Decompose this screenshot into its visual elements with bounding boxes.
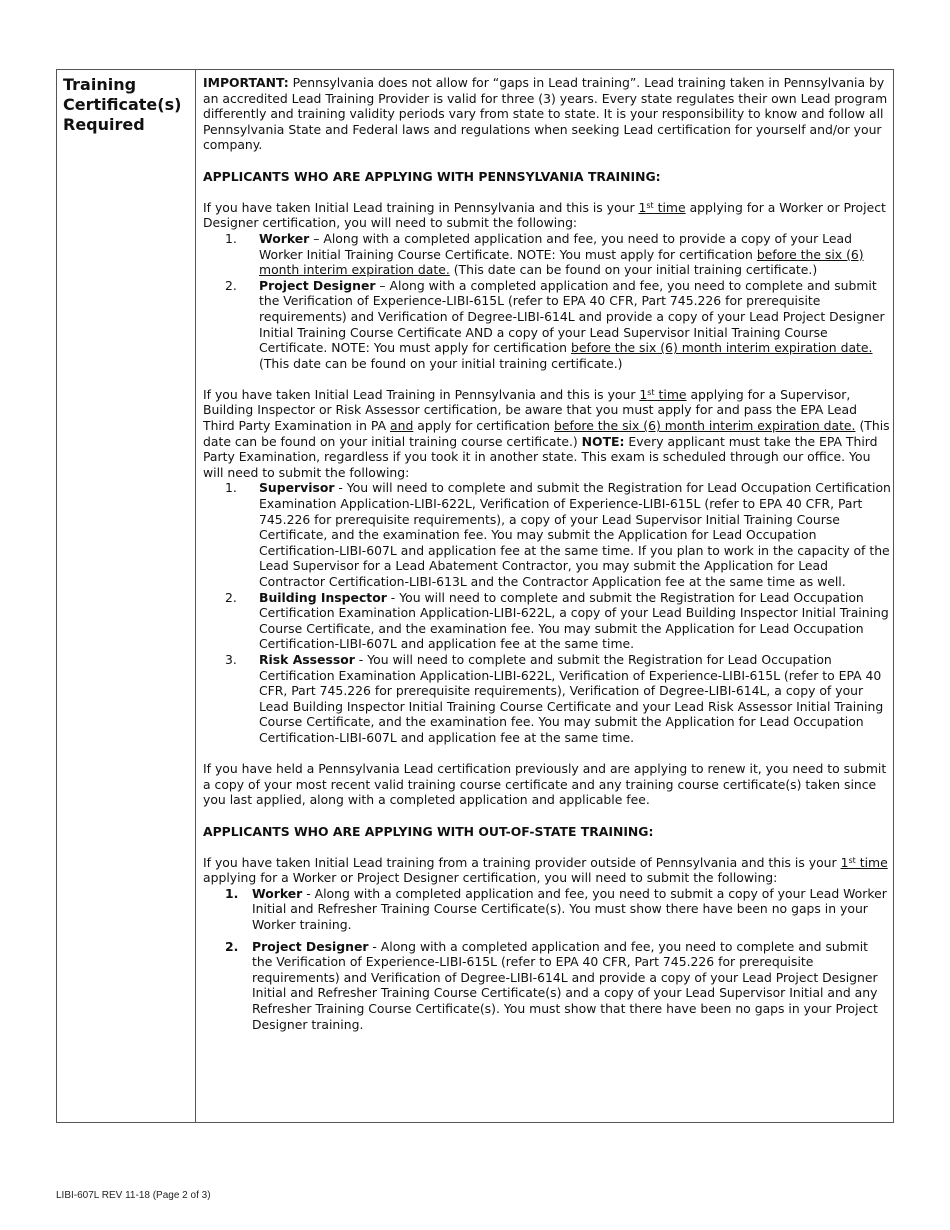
requirements-table	[56, 69, 894, 1123]
list-item: 3. Risk Assessor - You will need to complete and submit the Registration for Lead Occupation Certification Examination Application-LIBI-622L, Verification of Experience-LIBI-615L (refer to EPA 40 CFR, Part 745.226 for prerequisite requirements), Verification of Degree-LIBI-614L, a copy of your Lead Building Inspector Initial Training Course Certificate and your Lead Risk Assessor Initial Training Course Certificate, and the examination fee. You may submit the Application for Lead Occupation Certification-LIBI-607L and application fee at the same time.	[225, 651, 884, 745]
pa-intro-worker-designer: If you have taken Initial Lead training in Pennsylvania and this is your 1st time applying for a Worker or Project Designer certification, you will need to submit the following:	[203, 199, 886, 231]
pa-worker-designer-list	[203, 231, 891, 371]
out-of-state-intro: If you have taken Initial Lead training from a training provider outside of Pennsylvania and this is your 1st time applying for a Worker or Project Designer certification, you will need to submit the following:	[203, 854, 888, 886]
form-footer: LIBI-607L REV 11-18 (Page 2 of 3)	[56, 1190, 211, 1201]
out-of-state-heading: APPLICANTS WHO ARE APPLYING WITH OUT-OF-STATE TRAINING:	[203, 823, 654, 839]
content-column	[203, 75, 891, 1038]
pa-training-heading: APPLICANTS WHO ARE APPLYING WITH PENNSYLVANIA TRAINING:	[203, 168, 661, 184]
list-item: 1. Worker – Along with a completed application and fee, you need to provide a copy of your Lead Worker Initial Training Course Certificate. NOTE: You must apply for certification before the six (6) month interim expiration date. (This date can be found on your initial training certificate.)	[225, 230, 864, 278]
pa-exam-certification-list	[203, 480, 891, 745]
section-heading: Training Certificate(s) Required	[63, 75, 182, 134]
renewal-paragraph: If you have held a Pennsylvania Lead certification previously and are applying to renew it, you need to submit a copy of your most recent valid training course certificate and any training course certificate(s) taken since you last applied, along with a completed application and applicable fee.	[203, 761, 887, 808]
pa-intro-supervisor-inspector-assessor: If you have taken Initial Lead Training in Pennsylvania and this is your 1st time applying for a Supervisor, Building Inspector or Risk Assessor certification, be aware that you must apply for and pass the EPA Lead Third Party Examination in PA and apply for certification before the six (6) month interim expiration date. (This date can be found on your initial training course certificate.) NOTE: Every applicant must take the EPA Third Party Examination, regardless if you took it in another state. This exam is scheduled through our office. You will need to submit the following:	[203, 386, 890, 480]
list-item: 2. Project Designer – Along with a completed application and fee, you need to complete and submit the Verification of Experience-LIBI-615L (refer to EPA 40 CFR, Part 745.226 for prerequisite requirements) and Verification of Degree-LIBI-614L and provide a copy of your Lead Project Designer Initial Training Course Certificate AND a copy of your Lead Supervisor Initial Training Course Certificate. NOTE: You must apply for certification before the six (6) month interim expiration date. (This date can be found on your initial training certificate.)	[225, 277, 885, 371]
important-paragraph: IMPORTANT: Pennsylvania does not allow for “gaps in Lead training”. Lead training taken in Pennsylvania by an accredited Lead Training Provider is valid for three (3) years. Every state regulates their own Lead program differently and training validity periods vary from state to state. It is your responsibility to know and follow all Pennsylvania State and Federal laws and regulations when seeking Lead certification for yourself and/or your company.	[203, 75, 888, 153]
important-label: IMPORTANT:	[203, 75, 289, 90]
list-item: 1. Worker - Along with a completed application and fee, you need to submit a copy of your Lead Worker Initial and Refresher Training Course Certificate(s). You must show there have been no gaps in your Worker training.	[225, 885, 887, 933]
list-item: 1. Supervisor - You will need to complete and submit the Registration for Lead Occupation Certification Examination Application-LIBI-622L, Verification of Experience-LIBI-615L (refer to EPA 40 CFR, Part 745.226 for prerequisite requirements), a copy of your Lead Supervisor Initial Training Course Certificate, and the examination fee. You may submit the Application for Lead Occupation Certification-LIBI-607L and application fee at the same time. If you plan to work in the capacity of the Lead Supervisor for a Lead Abatement Contractor, you may submit the Application for Lead Contractor Certification-LIBI-613L and the Contractor Application fee at the same time as well.	[225, 480, 891, 589]
label-column	[57, 70, 196, 1122]
list-item: 2. Project Designer - Along with a completed application and fee, you need to complete and submit the Verification of Experience-LIBI-615L (refer to EPA 40 CFR, Part 745.226 for prerequisite requirements) and Verification of Degree-LIBI-614L and provide a copy of your Lead Project Designer Initial and Refresher Training Course Certificate(s) and a copy of your Lead Supervisor Initial and any Refresher Training Course Certificate(s). You must show that there have been no gaps in your Project Designer training.	[225, 938, 878, 1032]
list-item: 2. Building Inspector - You will need to complete and submit the Registration for Lead Occupation Certification Examination Application-LIBI-622L, a copy of your Lead Building Inspector Initial Training Course Certificate, and the examination fee. You may submit the Application for Lead Occupation Certification-LIBI-607L and application fee at the same time.	[225, 589, 889, 652]
out-of-state-list	[203, 886, 891, 1032]
